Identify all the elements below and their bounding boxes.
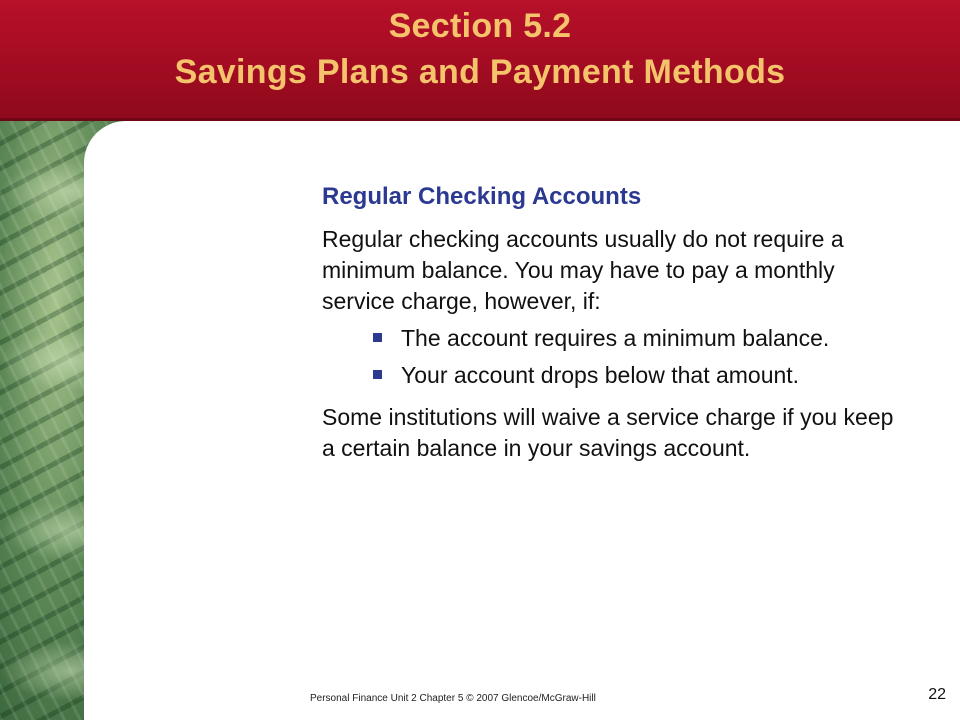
square-bullet-icon [373, 370, 382, 379]
slide-title: Savings Plans and Payment Methods [174, 53, 786, 91]
bullet-list [371, 323, 931, 397]
intro-paragraph: Regular checking accounts usually do not require a minimum balance. You may have to pay a monthly service charge, however, if: [322, 226, 844, 314]
bullet-text: Your account drops below that amount. [401, 362, 800, 388]
bullet-item [371, 360, 931, 397]
footer-credit: Personal Finance Unit 2 Chapter 5 © 2007 Glencoe/McGraw-Hill [310, 693, 596, 704]
subheading: Regular Checking Accounts [322, 183, 642, 210]
section-title: Section 5.2 [388, 7, 572, 45]
title-banner [0, 0, 960, 121]
page-number: 22 [928, 686, 946, 703]
square-bullet-icon [373, 333, 382, 342]
bullet-text: The account requires a minimum balance. [401, 325, 830, 351]
closing-paragraph: Some institutions will waive a service charge if you keep a certain balance in your savings account. [322, 404, 894, 461]
bullet-item [371, 323, 931, 360]
